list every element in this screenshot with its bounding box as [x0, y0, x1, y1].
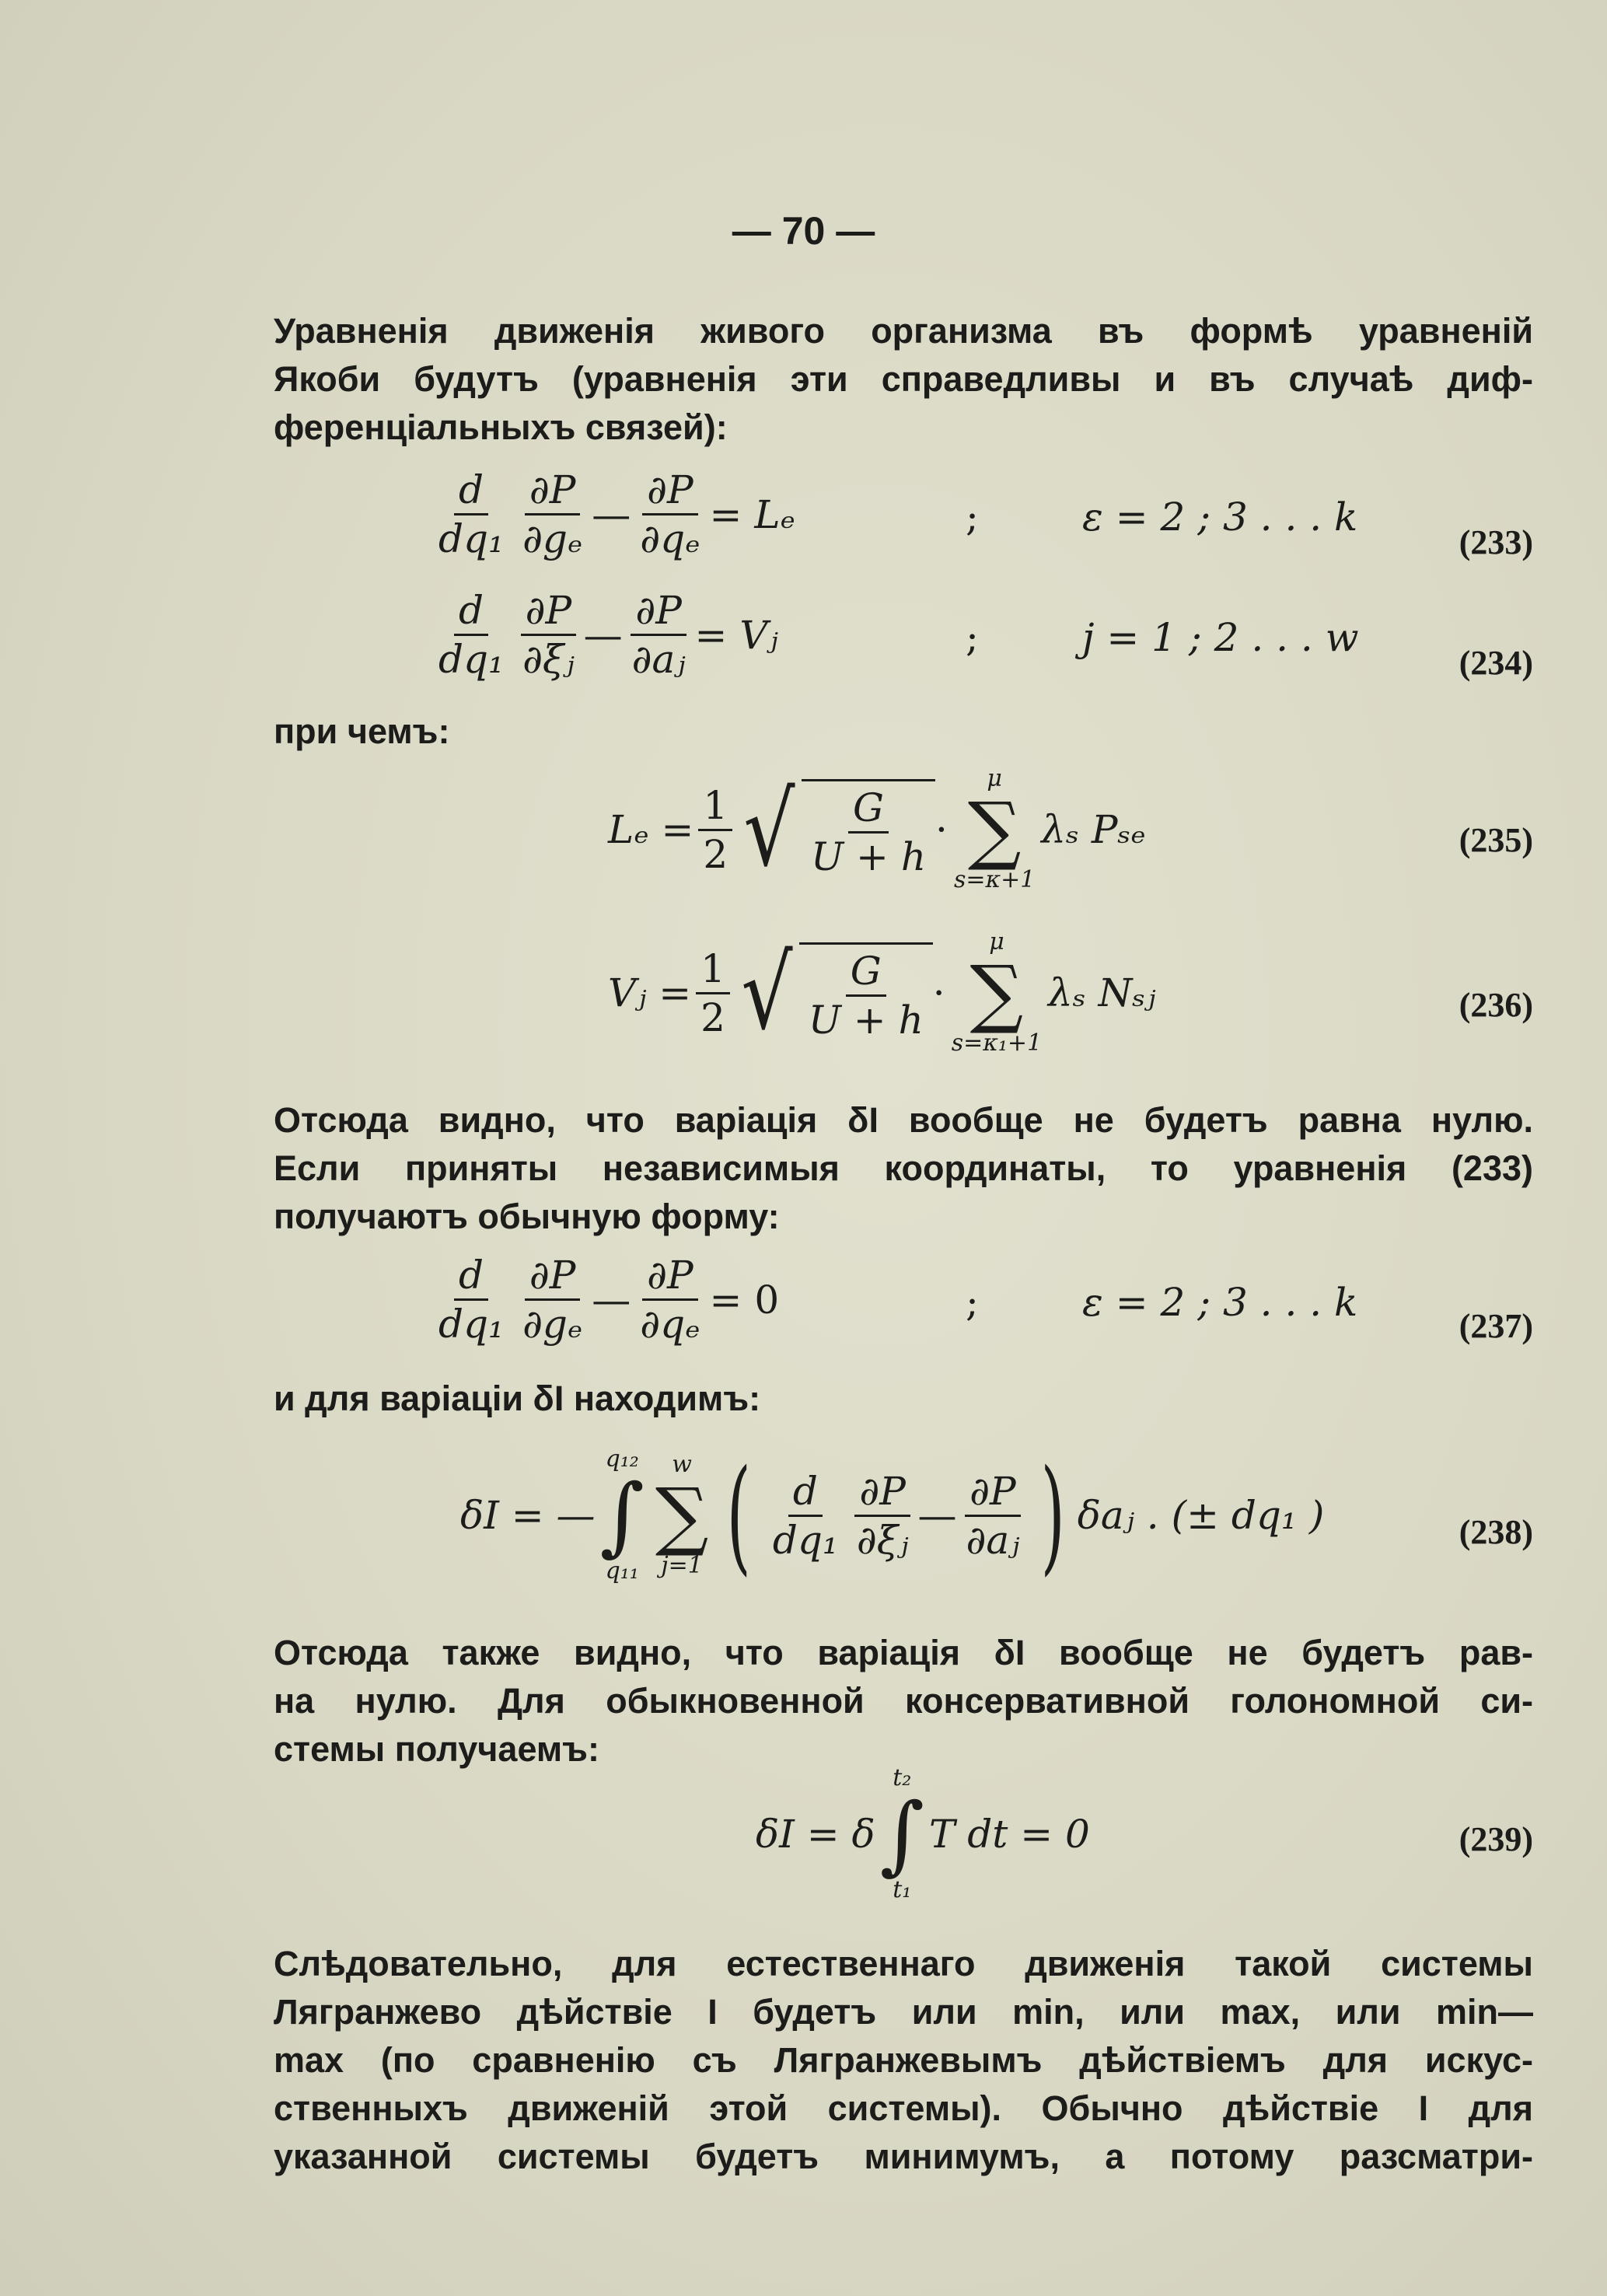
text-line: указанной системы будетъ минимумъ, а потому разсматри- — [274, 2137, 1533, 2176]
text-line: Отсюда также видно, что варіація δI вообще не будетъ рав- — [274, 1633, 1533, 1672]
text-line: стемы получаемъ: — [274, 1729, 599, 1769]
page-number: — 70 — — [732, 209, 875, 253]
paragraph-conservative — [274, 1629, 1533, 1774]
equation-number: (238) — [1459, 1513, 1533, 1551]
text-line: Уравненія движенія живого организма въ формѣ уравненій — [274, 311, 1533, 351]
equation-239: δI = δ t₂ ∫ t₁ T dt = 0 (239) — [756, 1764, 1533, 1903]
text-line: Если приняты независимыя координаты, то уравненія (233) — [274, 1148, 1533, 1188]
text-line: Якоби будутъ (уравненія эти справедливы и въ случаѣ диф- — [274, 359, 1533, 399]
paragraph-intro — [274, 307, 1533, 452]
text-line: Слѣдовательно, для естественнаго движенія такой системы — [274, 1944, 1533, 1983]
equation-number: (233) — [1459, 523, 1533, 561]
text-line: ственныхъ движеній этой системы). Обычно дѣйствіе I для — [274, 2088, 1533, 2128]
text-line: Лягранжево дѣйствіе I будетъ или min, или max, или min— — [274, 1992, 1533, 2032]
text-line: Отсюда видно, что варіація δI вообще не будетъ равна нулю. — [274, 1100, 1533, 1140]
equation-237: $\frac{d}{\text{dq₁}}$ $\frac{\partial P}{\text{∂gₑ}}$ — $\frac{\partial P}{\text{∂qₑ}}$ = 0 ; ε = 2 ; 3 . . . k (237) — [438, 1253, 1533, 1347]
equation-233: $\frac{d}{\text{dq₁}}$ $\frac{\partial P}{\text{∂gₑ}}$ — $\frac{\partial P}{\text{∂qₑ}}$ = Lₑ ; ε = 2 ; 3 . . . k (233) — [438, 467, 1533, 561]
equation-number: (236) — [1459, 986, 1533, 1024]
text-line: получаютъ обычную форму: — [274, 1197, 780, 1236]
text-line: на нулю. Для обыкновенной консервативной голономной си- — [274, 1681, 1533, 1721]
text-line: и для варіаціи δI находимъ: — [274, 1379, 761, 1418]
paragraph-where — [274, 708, 1533, 756]
text-line: при чемъ: — [274, 711, 450, 751]
equation-number: (234) — [1459, 644, 1533, 682]
equation-238: δI = — q₁₂ ∫ q₁₁ w ∑ j=1 ( $\frac{d}{\text{dq₁}}$ $\frac{\partial P}{\text{∂ξⱼ}}$ — $\frac{\partial P}{\text{∂aⱼ}}$ ) δaⱼ . (± dq₁ ) (238) — [460, 1442, 1533, 1588]
text-line: max (по сравненію съ Лягранжевымъ дѣйствіемъ для искус- — [274, 2040, 1533, 2080]
equation-number: (235) — [1459, 821, 1533, 859]
equation-235: Lₑ = $\frac{1}{2}$ √ $\frac{G}{U + h}$ · μ ∑ s=κ+1 λₛ Pₛₑ (235) — [608, 765, 1533, 893]
text-line: ференціальныхъ связей): — [274, 407, 728, 447]
equation-234: $\frac{d}{\text{dq₁}}$ $\frac{\partial P}{\text{∂ξⱼ}}$ — $\frac{\partial P}{\text{∂aⱼ}}$ = Vⱼ ; j = 1 ; 2 . . . w (234) — [438, 588, 1533, 682]
equation-number: (237) — [1459, 1307, 1533, 1345]
equation-236: Vⱼ = $\frac{1}{2}$ √ $\frac{G}{U + h}$ · μ ∑ s=κ₁+1 λₛ Nₛⱼ (236) — [608, 928, 1533, 1057]
paragraph-hence — [274, 1096, 1533, 1241]
paragraph-variation — [274, 1375, 1533, 1423]
equation-number: (239) — [1459, 1820, 1533, 1858]
paragraph-conclusion — [274, 1940, 1533, 2181]
